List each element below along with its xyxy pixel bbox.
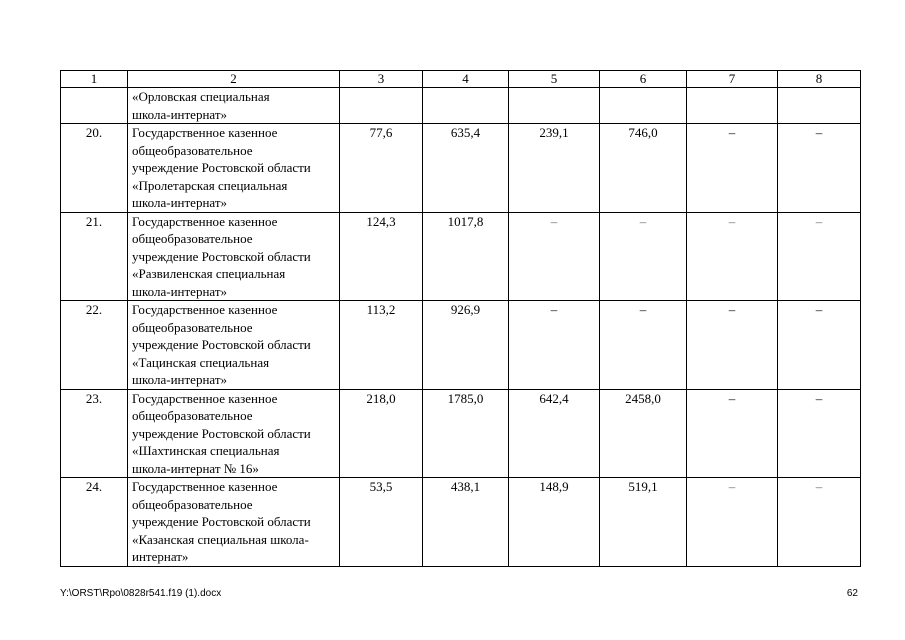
cell-col8: – <box>778 212 861 301</box>
cell-col6 <box>600 88 687 124</box>
name-line: учреждение Ростовской области <box>132 425 311 441</box>
cell-col6: – <box>600 212 687 301</box>
cell-col5: 642,4 <box>509 389 600 478</box>
row-number <box>61 88 128 124</box>
cell-col4: 1017,8 <box>423 212 509 301</box>
cell-col7: – <box>687 301 778 390</box>
name-line: Государственное казенное <box>132 125 278 140</box>
name-line: школа-интернат» <box>132 283 228 299</box>
row-number: 22. <box>61 301 128 390</box>
cell-col3: 124,3 <box>340 212 423 301</box>
name-line: общеобразовательное <box>132 231 253 246</box>
cell-col4: 438,1 <box>423 478 509 567</box>
institution-name <box>128 389 340 478</box>
col-header-6: 6 <box>600 71 687 88</box>
institution-name <box>128 478 340 567</box>
table-row <box>61 88 861 124</box>
page-number: 62 <box>846 588 858 599</box>
name-line: общеобразовательное <box>132 408 253 423</box>
cell-col7 <box>687 88 778 124</box>
cell-col5: 239,1 <box>509 124 600 213</box>
cell-col4: 635,4 <box>423 124 509 213</box>
cell-col7: – <box>687 212 778 301</box>
col-header-2: 2 <box>128 71 340 88</box>
cell-col6: 746,0 <box>600 124 687 213</box>
cell-col3 <box>340 88 423 124</box>
name-line: «Шахтинская специальная <box>132 443 280 458</box>
name-line: школа-интернат» <box>132 372 228 387</box>
name-line: общеобразовательное <box>132 496 253 512</box>
institution-name <box>128 124 340 213</box>
row-number: 24. <box>61 478 128 567</box>
name-line: «Пролетарская специальная <box>132 177 288 193</box>
row-number: 23. <box>61 389 128 478</box>
name-line: интернат» <box>132 549 189 564</box>
name-line: учреждение Ростовской области <box>132 337 311 352</box>
col-header-5: 5 <box>509 71 600 88</box>
name-line: общеобразовательное <box>132 142 253 158</box>
cell-col8: – <box>778 301 861 390</box>
col-header-1: 1 <box>61 71 128 88</box>
name-line: Государственное казенное <box>132 213 278 229</box>
cell-col8: – <box>778 124 861 213</box>
cell-col5: – <box>509 301 600 390</box>
cell-col6: – <box>600 301 687 390</box>
name-line: Государственное казенное <box>132 479 278 494</box>
row-number: 20. <box>61 124 128 213</box>
col-header-4: 4 <box>423 71 509 88</box>
name-line: учреждение Ростовской области <box>132 514 311 529</box>
name-line: Государственное казенное <box>132 390 278 406</box>
name-line: школа-интернат» <box>132 106 228 122</box>
table-row <box>61 212 861 301</box>
cell-col6: 2458,0 <box>600 389 687 478</box>
cell-col7: – <box>687 389 778 478</box>
table-row <box>61 389 861 478</box>
col-header-7: 7 <box>687 71 778 88</box>
table-row <box>61 478 861 567</box>
name-line: Государственное казенное <box>132 302 278 317</box>
cell-col4: 1785,0 <box>423 389 509 478</box>
col-header-3: 3 <box>340 71 423 88</box>
cell-col5: – <box>509 212 600 301</box>
name-line: «Развиленская специальная <box>132 266 286 281</box>
name-line: учреждение Ростовской области <box>132 160 311 175</box>
name-line: «Орловская специальная <box>132 89 270 104</box>
cell-col4 <box>423 88 509 124</box>
name-line: «Тацинская специальная <box>132 354 270 370</box>
col-header-8: 8 <box>778 71 861 88</box>
cell-col3: 53,5 <box>340 478 423 567</box>
cell-col8: – <box>778 389 861 478</box>
cell-col8 <box>778 88 861 124</box>
cell-col3: 77,6 <box>340 124 423 213</box>
footer-file-path: Y:\ORST\Rpo\0828r541.f19 (1).docx <box>60 588 222 599</box>
name-line: школа-интернат» <box>132 195 228 210</box>
cell-col8: – <box>778 478 861 567</box>
name-line: «Казанская специальная школа- <box>132 531 309 547</box>
table-row <box>61 301 861 390</box>
name-line: учреждение Ростовской области <box>132 248 311 264</box>
name-line: школа-интернат № 16» <box>132 460 259 476</box>
name-line: общеобразовательное <box>132 319 253 335</box>
cell-col6: 519,1 <box>600 478 687 567</box>
cell-col7: – <box>687 478 778 567</box>
data-table <box>60 70 861 567</box>
cell-col5 <box>509 88 600 124</box>
cell-col4: 926,9 <box>423 301 509 390</box>
cell-col5: 148,9 <box>509 478 600 567</box>
cell-col3: 113,2 <box>340 301 423 390</box>
header-row <box>61 71 861 88</box>
row-number: 21. <box>61 212 128 301</box>
institution-name <box>128 88 340 124</box>
institution-name <box>128 301 340 390</box>
cell-col7: – <box>687 124 778 213</box>
cell-col3: 218,0 <box>340 389 423 478</box>
institution-name <box>128 212 340 301</box>
table-row <box>61 124 861 213</box>
